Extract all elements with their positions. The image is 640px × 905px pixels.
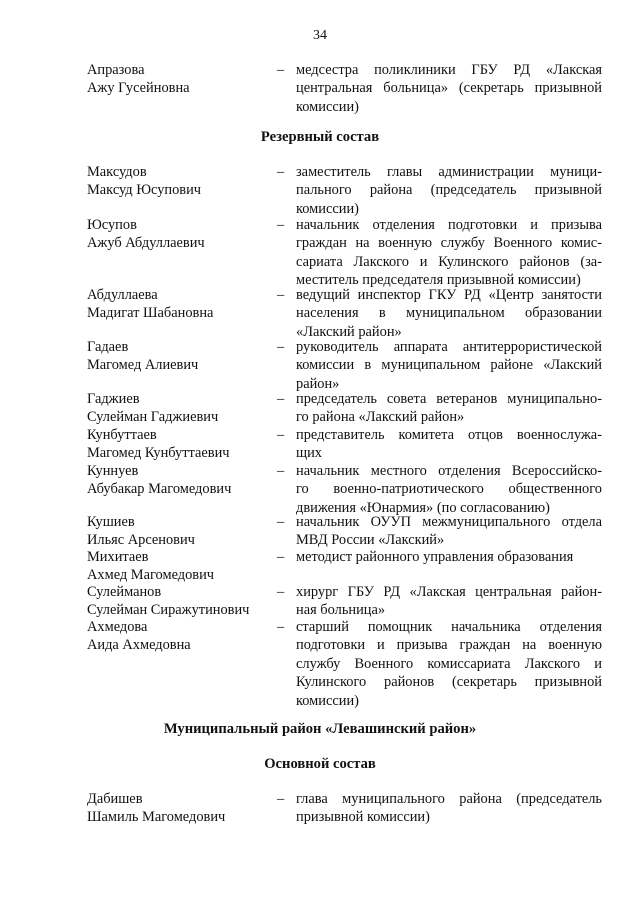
member-name: [87, 462, 267, 499]
member-given-names: Шамиль Магомедович: [87, 809, 226, 826]
role-line: методист районного управления образования: [296, 549, 574, 565]
dash: –: [277, 427, 285, 443]
member-name: [87, 548, 267, 585]
member-name: [87, 286, 267, 323]
role-line: начальник местного отделения Всероссийско-: [296, 463, 602, 479]
member-surname: Юсупов: [87, 217, 137, 233]
member-given-names: Ильяс Арсенович: [87, 532, 195, 549]
member-surname: Абдуллаева: [87, 287, 158, 303]
member-surname: Кунбуттаев: [87, 427, 157, 443]
role-line: заместитель главы администрации муници-: [296, 164, 602, 180]
member-role: [296, 390, 602, 427]
member-given-names: Абубакар Магомедович: [87, 481, 232, 498]
member-given-names: Ахмед Магомедович: [87, 567, 215, 584]
member-given-names: Сулейман Гаджиевич: [87, 409, 219, 426]
role-line: граждан на военную службу Военного комис-: [296, 235, 602, 252]
member-surname: Гаджиев: [87, 391, 140, 407]
role-line: Кулинского районов (секретарь призывной: [296, 674, 602, 691]
member-role: [296, 426, 602, 463]
member-role: [296, 513, 602, 550]
member-surname: Кушиев: [87, 514, 135, 530]
member-role: [296, 583, 602, 620]
member-given-names: Магомед Алиевич: [87, 357, 199, 374]
role-line: комиссии): [296, 200, 359, 217]
member-name: [87, 583, 267, 620]
dash: –: [277, 62, 285, 78]
dash: –: [277, 217, 285, 233]
member-name: [87, 618, 267, 655]
member-name: [87, 338, 267, 375]
role-line: пального района (председатель призывной: [296, 182, 602, 199]
dash: –: [277, 463, 285, 479]
member-role: [296, 61, 602, 116]
role-line: ная больница»: [296, 602, 386, 619]
member-given-names: Аида Ахмедовна: [87, 637, 191, 654]
section-heading-reserve: Резервный состав: [260, 129, 380, 145]
role-line: сариата Лакского и Кулинского районов (за-: [296, 253, 602, 270]
role-line: меститель председателя призывной комиссии): [296, 272, 581, 289]
member-surname: Апразова: [87, 62, 145, 78]
role-line: го военно-патриотического общественного: [296, 481, 602, 498]
member-surname: Сулейманов: [87, 584, 162, 600]
role-line: го района «Лакский район»: [296, 409, 465, 426]
member-surname: Ахмедова: [87, 619, 148, 635]
member-role: [296, 618, 602, 710]
role-line: комиссии): [296, 692, 359, 709]
member-role: [296, 462, 602, 517]
member-name: [87, 163, 267, 200]
dash: –: [277, 339, 285, 355]
member-surname: Гадаев: [87, 339, 129, 355]
role-line: глава муниципального района (председатель: [296, 791, 602, 807]
member-surname: Куннуев: [87, 463, 139, 479]
role-line: центральная больница» (секретарь призывной: [296, 80, 602, 97]
dash: –: [277, 164, 285, 180]
member-role: [296, 216, 602, 290]
role-line: призывной комиссии): [296, 809, 430, 826]
role-line: район»: [296, 375, 340, 392]
role-line: ведущий инспектор ГКУ РД «Центр занятости: [296, 287, 602, 303]
dash: –: [277, 619, 285, 635]
member-surname: Михитаев: [87, 549, 149, 565]
role-line: хирург ГБУ РД «Лакская центральная район-: [296, 584, 602, 600]
member-name: [87, 790, 267, 827]
member-given-names: Магомед Кунбуттаевич: [87, 445, 230, 462]
role-line: руководитель аппарата антитеррористической: [296, 339, 602, 355]
member-name: [87, 426, 267, 463]
dash: –: [277, 549, 285, 565]
role-line: представитель комитета отцов военнослужа-: [296, 427, 602, 443]
member-name: [87, 61, 267, 98]
role-line: начальник отделения подготовки и призыва: [296, 217, 602, 233]
member-given-names: Сулейман Сиражутинович: [87, 602, 250, 619]
member-role: [296, 338, 602, 393]
role-line: движения «Юнармия» (по согласованию): [296, 499, 550, 516]
role-line: подготовки и призыва граждан на военную: [296, 637, 602, 654]
member-given-names: Ажу Гусейновна: [87, 80, 190, 97]
role-line: МВД России «Лакский»: [296, 532, 445, 549]
dash: –: [277, 391, 285, 407]
member-name: [87, 390, 267, 427]
role-line: медсестра поликлиники ГБУ РД «Лакская: [296, 62, 602, 78]
role-line: службу Военного комиссариата Лакского и: [296, 655, 602, 672]
member-given-names: Максуд Юсупович: [87, 182, 202, 199]
role-line: старший помощник начальника отделения: [296, 619, 602, 635]
role-line: начальник ОУУП межмуниципального отдела: [296, 514, 602, 530]
role-line: председатель совета ветеранов муниципально-: [296, 391, 602, 407]
dash: –: [277, 584, 285, 600]
role-line: комиссии): [296, 98, 359, 115]
section-heading-main: Основной состав: [264, 756, 376, 772]
member-surname: Максудов: [87, 164, 147, 180]
member-surname: Дабишев: [87, 791, 143, 807]
role-line: щих: [296, 445, 322, 462]
member-given-names: Мадигат Шабановна: [87, 305, 214, 322]
dash: –: [277, 514, 285, 530]
member-name: [87, 216, 267, 253]
member-given-names: Ажуб Абдуллаевич: [87, 235, 205, 252]
section-heading-district: Муниципальный район «Левашинский район»: [163, 721, 477, 737]
member-role: [296, 548, 602, 566]
page-number: 34: [313, 28, 327, 43]
dash: –: [277, 287, 285, 303]
member-role: [296, 790, 602, 827]
member-role: [296, 163, 602, 218]
role-line: комиссии в муниципальном районе «Лакский: [296, 357, 602, 374]
role-line: «Лакский район»: [296, 323, 402, 340]
member-name: [87, 513, 267, 550]
member-role: [296, 286, 602, 341]
dash: –: [277, 791, 285, 807]
role-line: населения в муниципальном образовании: [296, 305, 602, 322]
